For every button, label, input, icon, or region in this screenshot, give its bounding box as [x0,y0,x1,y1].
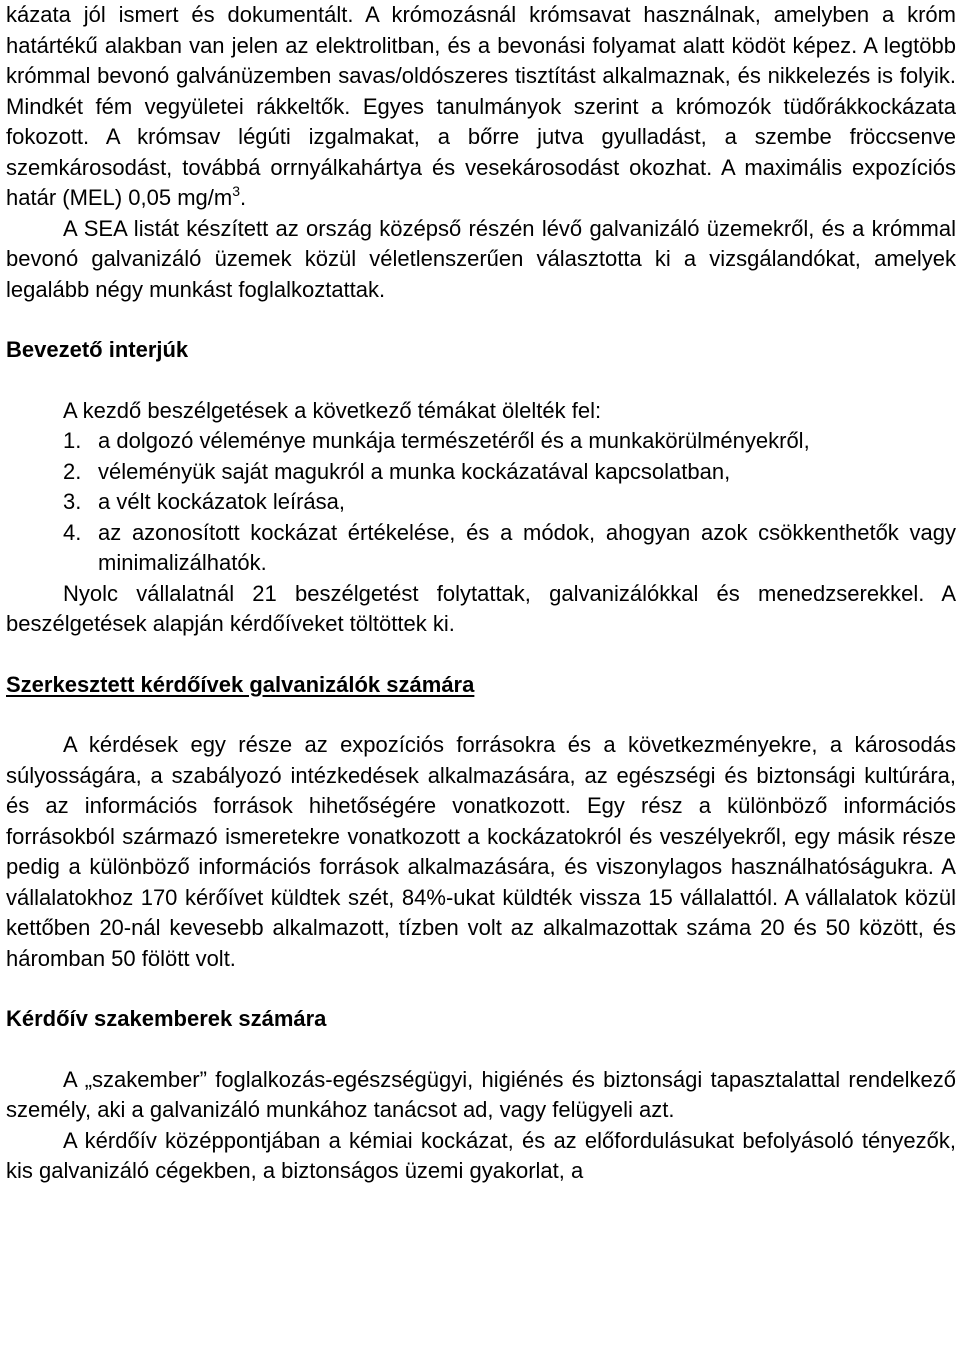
list-item-text: a vélt kockázatok leírása, [98,489,346,514]
list-item-text: véleményük saját magukról a munka kockázatával kapcsolatban, [98,458,731,484]
list-item-number: 4. [63,519,82,545]
list-item-number: 2. [63,458,82,484]
interview-topics-list [6,426,956,579]
unit-superscript: 3 [232,183,240,199]
spacer [6,640,956,670]
intro-paragraph-1-text: kázata jól ismert és dokumentált. A krómozásnál krómsavat használnak, amelyben a króm határtékű alakban van jelen az elektrolitban, és a bevonási folyamat alatt ködöt képez. A legtöbb krómmal bevonó galvánüzemben savas/oldószeres tisztítást alkalmaznak, és nikkelezés is folyik. Mindkét fém vegyületei rákkeltők. Egyes tanulmányok szerint a krómozók tüdőrákkockázata fokozott. A krómsav légúti izgalmakat, a bőrre jutva gyulladást, a szembe fröccsenve szemkárosodást, továbbá orrnyálkahártya és vesekárosodást okozhat. A maximális expozíciós határ (MEL) 0,05 mg/m [6,2,956,210]
expert-questionnaire-paragraph: A kérdőív középpontjában a kémiai kockázat, és az előfordulásukat befolyásoló tényezők, kis galvanizáló cégekben, a biztonságos üzemi gyakorlat, a [6,1127,956,1183]
interview-summary-paragraph: Nyolc vállalatnál 21 beszélgetést folytattak, galvanizálókkal és menedzserekkel. A beszélgetések alapján kérdőíveket töltöttek ki. [6,580,956,636]
section-heading-structured-questionnaires: Szerkesztett kérdőívek galvanizálók számára [6,671,475,697]
list-item [6,487,956,518]
intro-paragraph-2: A SEA listát készített az ország középső részén lévő galvanizáló üzemekről, és a krómmal bevonó galvanizáló üzemek közül véletlenszerűen választotta ki a vizsgálandókat, amelyek legalább négy munkást foglalkoztattak. [6,215,956,302]
spacer [6,700,956,730]
expert-definition-paragraph: A „szakember” foglalkozás-egészségügyi, higiénés és biztonsági tapasztalattal rendelkező személy, aki a galvanizáló munkához tanácsot ad, vagy felügyeli azt. [6,1066,956,1122]
list-item [6,457,956,488]
section-heading-introductory-interviews: Bevezető interjúk [6,337,189,362]
section-heading-expert-questionnaire: Kérdőív szakemberek számára [6,1006,327,1031]
list-item [6,518,956,579]
document-page [6,0,956,1187]
list-item-number: 3. [63,489,82,514]
spacer [6,366,956,396]
spacer [6,974,956,1004]
intro-paragraph-1 [6,0,956,214]
list-item-text: a dolgozó véleménye munkája természetéről és a munkakörülményekről, [98,428,810,453]
spacer [6,1035,956,1065]
spacer [6,305,956,335]
list-item-number: 1. [63,428,82,453]
questionnaire-paragraph: A kérdések egy része az expozíciós forrásokra és a következményekre, a károsodás súlyosságára, a szabályozó intézkedések alkalmazására, az egészségi és biztonsági kultúrára, és az információs források hihetőségére vonatkozott. Egy rész a különböző információs forrásokból származó ismeretekre vonatkozott a kockázatokról és veszélyekről, egy másik része pedig a különböző információs források alkalmazására, és viszonylagos használhatóságukra. A vállalatokhoz 170 kérőívet küldtek szét, 84%-ukat küldték vissza 15 vállalattól. A vállalatok közül kettőben 20-nál kevesebb alkalmazott, tízben volt az alkalmazottak száma 20 és 50 között, és háromban 50 fölött volt. [6,732,956,971]
interview-topics-lead: A kezdő beszélgetések a következő témákat ölelték fel: [63,397,602,423]
list-item [6,426,956,457]
intro-paragraph-1-end: . [239,185,247,210]
list-item-text: az azonosított kockázat értékelése, és a módok, ahogyan azok csökkenthetők vagy minimalizálhatók. [98,519,956,575]
